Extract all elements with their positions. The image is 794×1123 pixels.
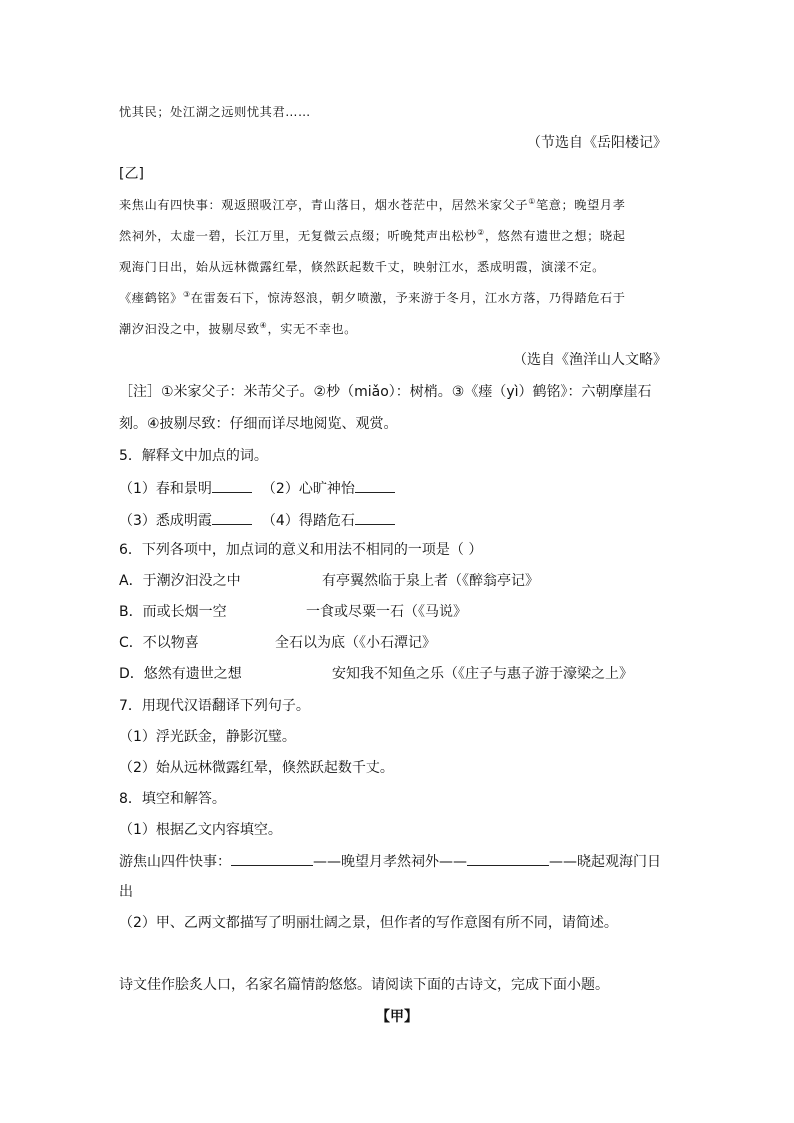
passage-yi-line: 《瘗鹤铭》③在雷轰石下，惊涛怒浪，朝夕喷激，予来游于冬月，江水方落，乃得踏危石于 <box>119 289 626 305</box>
note-marker: ① <box>528 196 536 206</box>
question-5-title: 5．解释文中加点的词。 <box>119 448 268 464</box>
note-marker: ④ <box>259 320 268 330</box>
question-8-fill: 游焦山四件快事： ——晚望月孝然祠外—— ——晓起观海门日 <box>119 851 661 872</box>
passage-jia-source: （节选自《岳阳楼记》 <box>527 135 667 151</box>
passage-yi-line: 潮汐汩没之中，披剔尽致④，实无不幸也。 <box>119 320 357 336</box>
annotation-line: ［注］①米家父子：米芾父子。②杪（miǎo）：树梢。③《瘗（yì）鹤铭》：六朝摩崖石 <box>119 384 652 400</box>
question-6-title: 6．下列各项中，加点词的意义和用法不相同的一项是（ ） <box>119 542 483 558</box>
question-8-item: （1）根据乙文内容填空。 <box>119 822 282 838</box>
passage-yi-source: （选自《渔洋山人文略》 <box>513 352 667 368</box>
answer-blank[interactable] <box>355 478 395 493</box>
passage-yi-line: 然祠外，太虚一碧，长江万里，无复微云点缀；听晚梵声出松杪②，悠然有遗世之想；晓起 <box>119 227 626 243</box>
question-7-item: （1）浮光跃金，静影沉璧。 <box>119 729 296 745</box>
answer-blank[interactable] <box>355 510 395 525</box>
option-b: B．而或长烟一空 一食或尽粟一石（《马说》 <box>119 604 467 620</box>
question-7-item: （2）始从远林微露红晕，倏然跃起数千丈。 <box>119 760 394 776</box>
option-d: D．悠然有遗世之想 安知我不知鱼之乐（《庄子与惠子游于濠梁之上》 <box>119 666 633 682</box>
question-5-row: （3）悉成明霞 （4）得踏危石 <box>119 510 395 531</box>
option-c: C．不以物喜 全石以为底（《小石潭记》 <box>119 635 436 651</box>
question-5-row: （1）春和景明 （2）心旷神怡 <box>119 478 395 499</box>
answer-blank[interactable] <box>467 851 549 866</box>
answer-blank[interactable] <box>212 510 252 525</box>
answer-blank[interactable] <box>231 851 313 866</box>
passage-yi-header: [乙] <box>119 166 144 182</box>
option-a: A．于潮汐汩没之中 有亭翼然临于泉上者（《醉翁亭记》 <box>119 573 539 589</box>
passage-yi-line: 观海门日出，始从远林微露红晕，倏然跃起数千丈，映射江水，悉成明霞，演漾不定。 <box>119 260 605 274</box>
note-marker: ② <box>477 227 485 237</box>
annotation-line: 刻。④披剔尽致：仔细而详尽地阅览、观赏。 <box>119 416 398 432</box>
passage-yi-line: 来焦山有四快事：观返照吸江亭，青山落日，烟水苍茫中，居然米家父子①笔意；晚望月孝 <box>119 196 626 212</box>
section-heading: 【甲】 <box>376 1009 418 1025</box>
note-marker: ③ <box>182 289 191 299</box>
intro-text: 诗文佳作脍炙人口，名家名篇情韵悠悠。请阅读下面的古诗文，完成下面小题。 <box>119 977 609 993</box>
question-8-fill-wrap: 出 <box>119 884 133 900</box>
question-8-title: 8．填空和解答。 <box>119 791 226 807</box>
question-7-title: 7．用现代汉语翻译下列句子。 <box>119 698 310 714</box>
answer-blank[interactable] <box>212 478 252 493</box>
passage-jia-end: 忧其民；处江湖之远则忧其君…… <box>119 105 311 119</box>
question-8-item: （2）甲、乙两文都描写了明丽壮阔之景，但作者的写作意图有所不同，请简述。 <box>119 915 618 931</box>
